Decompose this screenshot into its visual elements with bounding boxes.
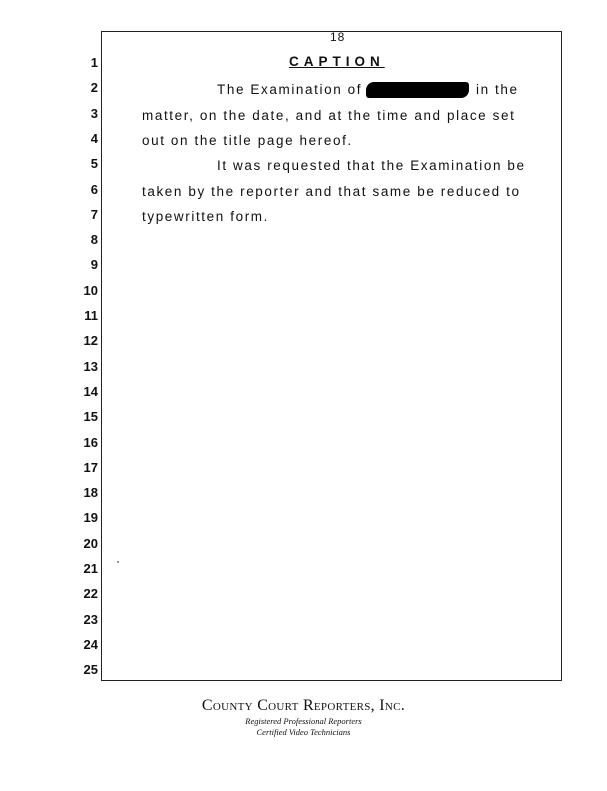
line-number: 16 [83, 434, 98, 450]
line-number: 3 [90, 105, 98, 121]
line-number: 14 [83, 383, 98, 399]
line-number: 24 [83, 636, 98, 652]
line-number: 1 [90, 55, 98, 70]
footer-tagline-1: Registered Professional Reporters [245, 716, 362, 726]
body-line-6: taken by the reporter and that same be reduced to [142, 184, 521, 199]
line-number: 22 [83, 586, 98, 602]
line-number: 2 [90, 80, 98, 96]
body-line-3: matter, on the date, and at the time and place set [142, 108, 516, 123]
footer-company-name: County Court Reporters, Inc. [201, 697, 406, 714]
page-number: 18 [330, 30, 346, 44]
line-number: 6 [90, 181, 98, 197]
line-number: 8 [90, 232, 98, 248]
line-number: 23 [83, 611, 98, 627]
line-number: 13 [83, 358, 98, 374]
scan-speck [117, 561, 119, 563]
line-number: 15 [83, 409, 98, 425]
line-number: 9 [90, 257, 98, 273]
line-number: 21 [83, 561, 98, 576]
line-number: 7 [90, 206, 98, 222]
line-number: 12 [83, 333, 98, 349]
caption-title: CAPTION [289, 54, 385, 69]
body-line-5: It was requested that the Examination be [217, 158, 526, 173]
body-line-4: out on the title page hereof. [142, 133, 353, 148]
line-number: 4 [90, 130, 98, 146]
line-number: 18 [83, 485, 98, 501]
line-number: 5 [90, 156, 98, 172]
line-number: 11 [84, 308, 98, 323]
body-line-7: typewritten form. [142, 209, 269, 224]
line-number: 20 [83, 535, 98, 551]
body-line-2-end: in the [476, 82, 519, 97]
line-number: 10 [83, 282, 98, 298]
footer-tagline-2: Certified Video Technicians [256, 727, 351, 737]
line-number: 19 [83, 510, 98, 526]
body-line-2-start: The Examination of [217, 82, 363, 97]
redaction-mark [366, 82, 469, 98]
transcript-page-frame [101, 31, 562, 681]
line-number: 17 [83, 459, 98, 475]
line-number: 25 [83, 662, 98, 678]
